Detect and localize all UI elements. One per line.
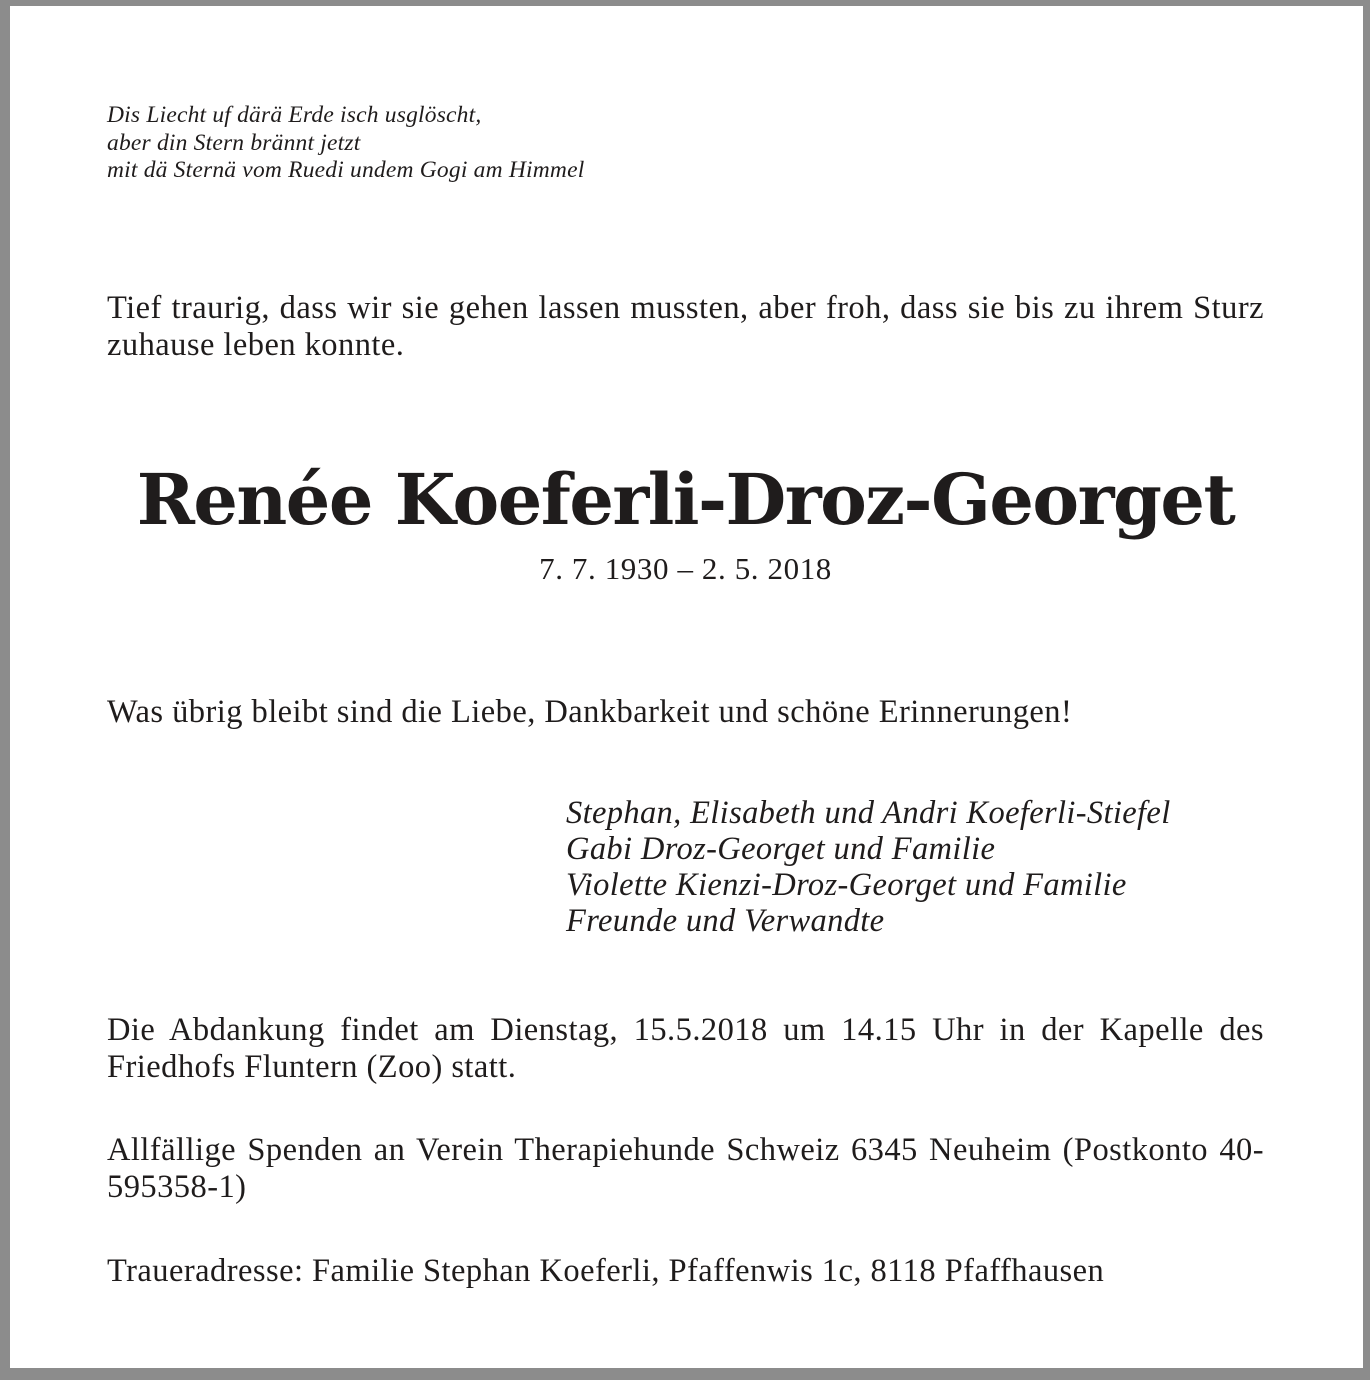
mourner-line: Gabi Droz-Georget und Familie: [566, 831, 996, 867]
mourners-list: [566, 795, 1171, 939]
life-dates: 7. 7. 1930 – 2. 5. 2018: [539, 551, 832, 586]
intro-text: Tief traurig, dass wir sie gehen lassen mussten, aber froh, dass sie bis zu ihrem Sturz zuhause leben konnte.: [107, 290, 1264, 363]
motto-verse: [107, 102, 584, 185]
motto-line: aber din Stern brännt jetzt: [107, 129, 361, 156]
remembrance-text: Was übrig bleibt sind die Liebe, Dankbarkeit und schöne Erinnerungen!: [107, 694, 1073, 730]
mourner-line: Stephan, Elisabeth und Andri Koeferli-Stiefel: [566, 795, 1171, 831]
mourner-line: Freunde und Verwandte: [566, 903, 885, 939]
mourner-line: Violette Kienzi-Droz-Georget und Familie: [566, 867, 1127, 903]
deceased-name: Renée Koeferli-Droz-Georget: [136, 458, 1235, 541]
mourning-address: Traueradresse: Familie Stephan Koeferli, Pfaffenwis 1c, 8118 Pfaffhausen: [107, 1253, 1105, 1289]
motto-line: Dis Liecht uf därä Erde isch usglöscht,: [107, 102, 482, 128]
donations-info: Allfällige Spenden an Verein Therapiehunde Schweiz 6345 Neuheim (Postkonto 40-595358-1): [107, 1132, 1264, 1205]
service-info: Die Abdankung findet am Dienstag, 15.5.2018 um 14.15 Uhr in der Kapelle des Friedhofs Fluntern (Zoo) statt.: [107, 1012, 1264, 1085]
motto-line: mit dä Sternä vom Ruedi undem Gogi am Himmel: [107, 157, 585, 183]
